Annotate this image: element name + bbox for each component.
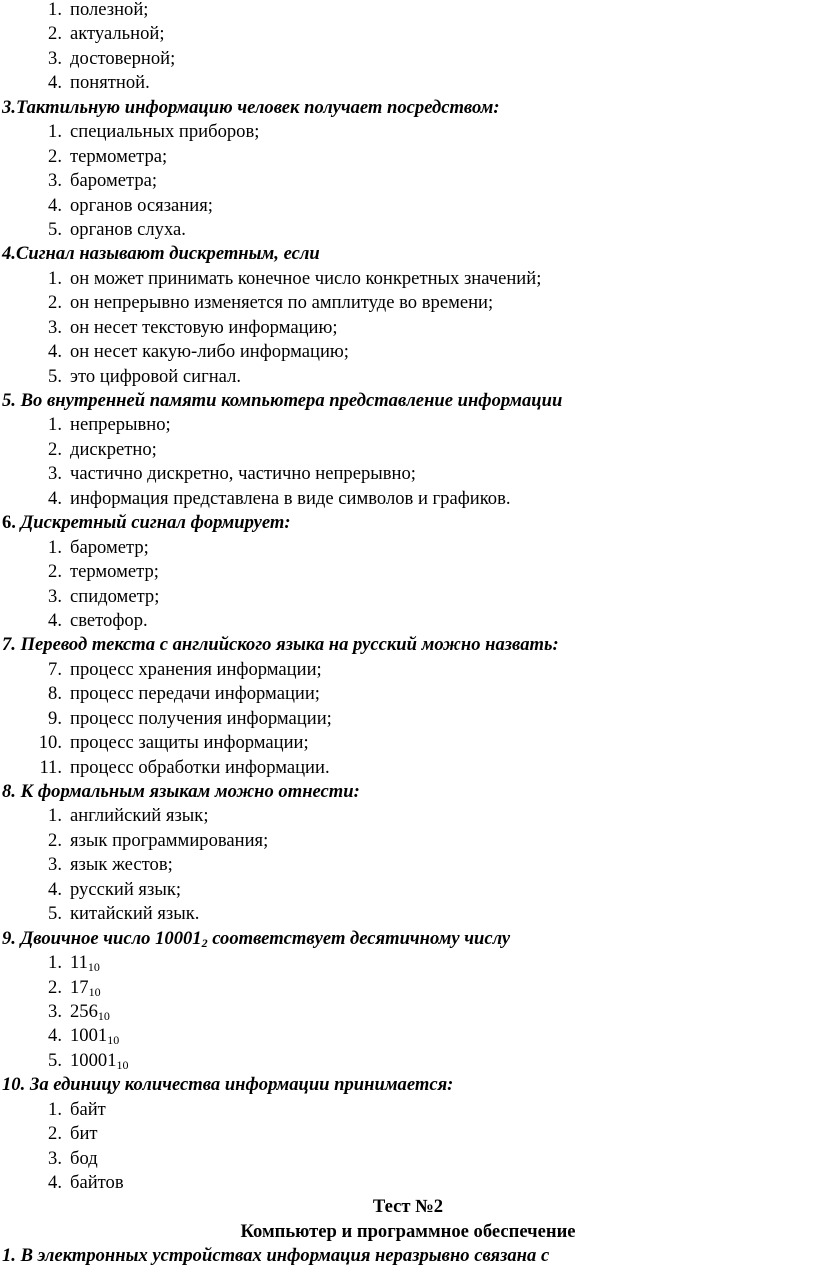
q3-title: 3.Тактильную информацию человек получает посредством:: [2, 96, 500, 118]
q3-option-5: 5. органов слуха.: [48, 218, 186, 240]
q7-title: 7. Перевод текста с английского языка на русский можно назвать:: [2, 634, 559, 656]
q4-option-3: 3. он несет текстовую информацию;: [48, 316, 338, 338]
q10-title: 10. За единицу количества информации принимается:: [2, 1074, 454, 1096]
q6-option-3: 3. спидометр;: [48, 585, 160, 607]
q9-option-4: 4. $1001_{10}$: [48, 1025, 120, 1048]
q10-option-3: 3. бод: [48, 1147, 98, 1169]
q2-option-1: 1. полезной;: [48, 0, 149, 20]
q5-title: 5. Во внутренней памяти компьютера представление информации: [2, 390, 563, 411]
q3-option-4: 4. органов осязания;: [48, 194, 213, 216]
q10-option-4: 4. байтов: [48, 1172, 124, 1193]
q9-title: 9. Двоичное число $10001_2$ соответствует десятичному числу: [2, 927, 511, 950]
q8-option-2: 2. язык программирования;: [48, 829, 269, 851]
q8-option-5: 5. китайский язык.: [48, 903, 200, 925]
q4-option-5: 5. это цифровой сигнал.: [48, 365, 242, 387]
q10-option-2: 2. бит: [48, 1123, 98, 1145]
q2-option-4: 4. понятной.: [48, 72, 150, 94]
q9-title-subscript: 2: [201, 935, 208, 950]
q8-option-4: 4. русский язык;: [48, 878, 182, 900]
test2-q1-title: 1. В электронных устройствах информация неразрывно связана с: [2, 1245, 550, 1267]
q6-number: 6.: [2, 512, 16, 534]
q6-title: [0, 511, 816, 535]
q3-option-1: 1. специальных приборов;: [48, 121, 260, 143]
q3-option-3: 3. барометра;: [48, 170, 158, 192]
q8-option-1: 1. английский язык;: [48, 805, 209, 827]
test2-subheading: Компьютер и программное обеспечение: [240, 1220, 576, 1242]
test2-heading: Тест №2: [372, 1196, 444, 1218]
q6-option-4: 4. светофор.: [48, 609, 148, 631]
q7-option-5: 11. процесс обработки информации.: [39, 756, 330, 778]
q6-title-text: Дискретный сигнал формирует:: [15, 512, 291, 534]
q4-option-1: 1. он может принимать конечное число конкретных значений;: [48, 267, 542, 289]
q9-option-2: 2. $17_{10}$: [48, 976, 101, 999]
q2-option-2: 2. актуальной;: [48, 23, 165, 45]
q7-option-3: 9. процесс получения информации;: [48, 707, 332, 729]
q7-option-1: 7. процесс хранения информации;: [48, 658, 322, 680]
q3-option-2: 2. термометра;: [48, 145, 168, 167]
q8-title: 8. К формальным языкам можно отнести:: [2, 781, 360, 802]
q4-option-4: 4. он несет какую-либо информацию;: [48, 341, 349, 363]
q6-option-2: 2. термометр;: [48, 561, 159, 583]
q7-option-2: 8. процесс передачи информации;: [48, 683, 320, 705]
q8-option-3: 3. язык жестов;: [48, 854, 173, 876]
q5-option-2: 2. дискретно;: [48, 438, 157, 460]
q10-option-1: 1. байт: [48, 1098, 106, 1120]
q5-option-1: 1. непрерывно;: [48, 414, 171, 436]
q4-title: 4.Сигнал называют дискретным, если: [2, 243, 320, 265]
q7-option-4: 10. процесс защиты информации;: [38, 732, 309, 754]
q9-option-1: 1. $11_{10}$: [48, 952, 100, 975]
q2-option-3: 3. достоверной;: [48, 47, 176, 69]
q5-option-4: 4. информация представлена в виде символов и графиков.: [48, 487, 511, 509]
q5-option-3: 3. частично дискретно, частично непрерывно;: [48, 463, 416, 485]
q4-option-2: 2. он непрерывно изменяется по амплитуде во времени;: [48, 292, 494, 314]
q6-option-1: 1. барометр;: [48, 536, 149, 558]
q9-option-5: 5. $10001_{10}$: [48, 1049, 129, 1072]
q9-option-3: 3. $256_{10}$: [48, 1000, 110, 1023]
